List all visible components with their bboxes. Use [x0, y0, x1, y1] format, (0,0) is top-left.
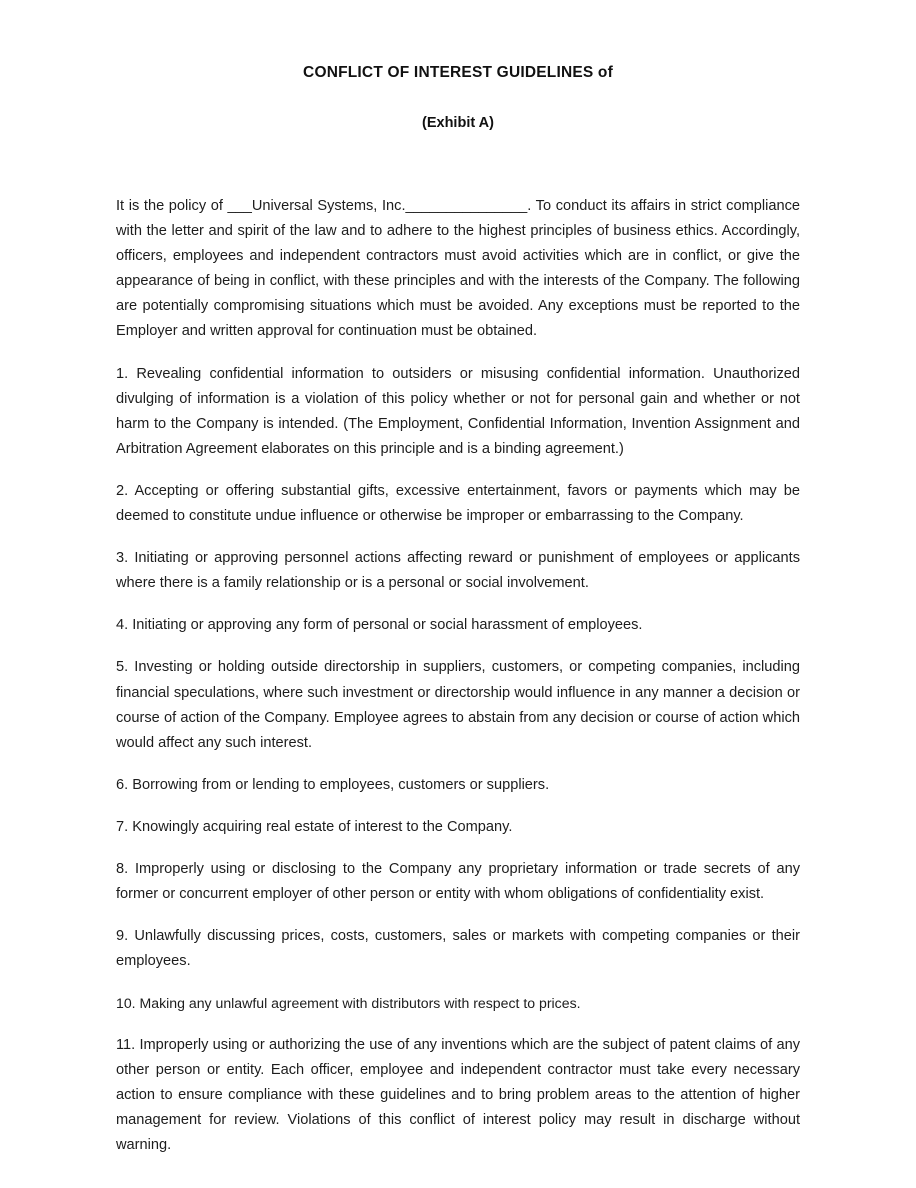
paragraph-item-7: 7. Knowingly acquiring real estate of interest to the Company. [116, 818, 513, 835]
page-title: CONFLICT OF INTEREST GUIDELINES of [303, 64, 613, 81]
document-body [116, 194, 800, 1158]
paragraph-item-4: 4. Initiating or approving any form of personal or social harassment of employees. [116, 617, 643, 634]
page-subtitle: (Exhibit A) [422, 115, 494, 131]
paragraph-item-2: 2. Accepting or offering substantial gifts, excessive entertainment, favors or payments which may be deemed to constitute undue influence or otherwise be improper or embarrassing to the Company. [116, 482, 800, 525]
paragraph-item-5: 5. Investing or holding outside directorship in suppliers, customers, or competing companies, including financial speculations, where such investment or directorship would influence in any manner a decision or course of action of the Company. Employee agrees to abstain from any decision or course of action which would affect any such interest. [116, 659, 800, 751]
paragraph-item-11: 11. Improperly using or authorizing the use of any inventions which are the subject of patent claims of any other person or entity. Each officer, employee and independent contractor must take every necessary action to ensure compliance with these guidelines and to bring problem areas to the attention of higher management for review. Violations of this conflict of interest policy may result in discharge without warning. [116, 1036, 800, 1153]
paragraph-item-6: 6. Borrowing from or lending to employees, customers or suppliers. [116, 776, 550, 793]
paragraph-item-9: 9. Unlawfully discussing prices, costs, customers, sales or markets with competing companies or their employees. [116, 928, 800, 970]
paragraph-policy-statement: It is the policy of ___Universal Systems, Inc._______________. To conduct its affairs in strict compliance with the letter and spirit of the law and to adhere to the highest principles of business ethics. Accordingly, officers, employees and independent contractors must avoid activities which are in conflict, or give the appearance of being in conflict, with these principles and with the interests of the Company. The following are potentially compromising situations which must be avoided. Any exceptions must be reported to the Employer and written approval for continuation must be obtained. [116, 198, 800, 340]
paragraph-item-3: 3. Initiating or approving personnel actions affecting reward or punishment of employees or applicants where there is a family relationship or is a personal or social involvement. [116, 550, 800, 592]
paragraph-item-1: 1. Revealing confidential information to outsiders or misusing confidential information. Unauthorized divulging of information is a violation of this policy whether or not for personal gain and whether or not harm to the Company is intended. (The Employment, Confidential Information, Invention Assignment and Arbitration Agreement elaborates on this principle and is a binding agreement.) [116, 365, 800, 457]
paragraph-item-8: 8. Improperly using or disclosing to the Company any proprietary information or trade secrets of any former or concurrent employer of other person or entity with whom obligations of confidentiality exist. [116, 860, 800, 903]
paragraph-item-10: 10. Making any unlawful agreement with distributors with respect to prices. [116, 995, 581, 1012]
